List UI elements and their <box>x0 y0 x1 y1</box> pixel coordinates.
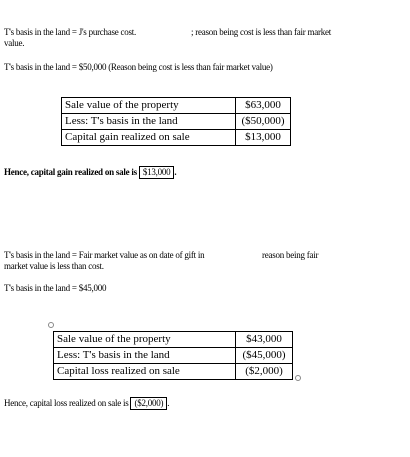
row-label: Capital loss realized on sale <box>54 364 236 380</box>
row-value: ($2,000) <box>236 364 293 380</box>
row-label: Sale value of the property <box>54 332 236 348</box>
row-value: ($50,000) <box>236 114 291 130</box>
part2-basis-value-statement: T's basis in the land = $45,000 <box>4 283 107 293</box>
table-resize-marker <box>295 375 301 381</box>
row-value: $43,000 <box>236 332 293 348</box>
table-row <box>54 364 293 380</box>
part2-basis-statement: T's basis in the land = Fair market value as on date of gift in <box>4 250 205 260</box>
part2-loss-table <box>53 331 293 380</box>
conclusion-value-box: $13,000 <box>139 166 175 179</box>
row-label: Less: T's basis in the land <box>54 348 236 364</box>
conclusion-text: Hence, capital loss realized on sale is <box>4 398 129 408</box>
table-row <box>54 332 293 348</box>
conclusion-text: Hence, capital gain realized on sale is <box>4 167 137 177</box>
conclusion-period: . <box>174 167 177 177</box>
row-label: Capital gain realized on sale <box>62 130 236 146</box>
part2-conclusion <box>4 397 169 410</box>
part2-reason-text: reason being fair <box>262 250 319 260</box>
part1-gain-table <box>61 97 291 146</box>
row-label: Sale value of the property <box>62 98 236 114</box>
part1-basis-statement: T's basis in the land = J's purchase cost. <box>4 27 137 37</box>
row-value: $13,000 <box>236 130 291 146</box>
part2-reason-continuation: market value is less than cost. <box>4 261 104 271</box>
table-row <box>62 98 291 114</box>
table-row <box>62 130 291 146</box>
conclusion-period: . <box>167 398 170 408</box>
table-anchor-marker <box>48 322 54 328</box>
part1-reason-continuation: value. <box>4 38 25 48</box>
row-label: Less: T's basis in the land <box>62 114 236 130</box>
row-value: ($45,000) <box>236 348 293 364</box>
part1-conclusion <box>4 166 176 179</box>
row-value: $63,000 <box>236 98 291 114</box>
part1-basis-value-statement: T's basis in the land = $50,000 (Reason being cost is less than fair market value) <box>4 62 273 72</box>
table-row <box>54 348 293 364</box>
table-row <box>62 114 291 130</box>
conclusion-value-box: ($2,000) <box>130 397 167 410</box>
part1-reason-text: ; reason being cost is less than fair market <box>191 27 331 37</box>
